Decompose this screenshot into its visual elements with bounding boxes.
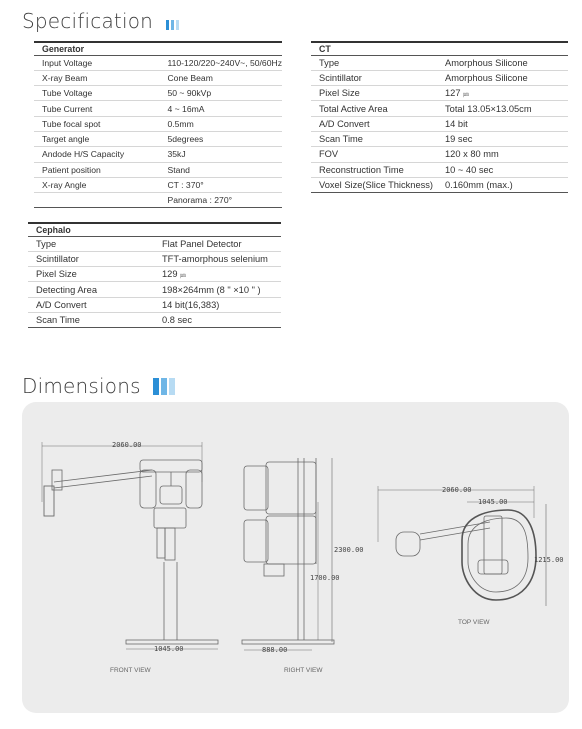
cephalo-table	[28, 222, 281, 328]
spec-value: 0.5mm	[159, 116, 282, 131]
spec-label: Total Active Area	[311, 101, 437, 116]
table-row	[34, 86, 282, 101]
dimension-drawings	[22, 402, 569, 713]
table-row	[34, 101, 282, 116]
front-base-dim: 1045.00	[154, 645, 184, 653]
spec-value: 127 ㎛	[437, 86, 568, 101]
spec-label: Type	[28, 236, 154, 251]
spec-value: 120 x 80 mm	[437, 147, 568, 162]
ct-table	[311, 41, 568, 193]
ct-header-row	[311, 42, 568, 55]
spec-label: Target angle	[34, 131, 159, 146]
table-row	[34, 162, 282, 177]
spec-label: A/D Convert	[311, 116, 437, 131]
table-row	[28, 312, 281, 327]
top-depth-dim: 1215.00	[534, 556, 564, 564]
table-row	[28, 251, 281, 266]
spec-label: Detecting Area	[28, 282, 154, 297]
front-width-dim: 2060.00	[112, 441, 142, 449]
right-view-drawing	[242, 458, 364, 674]
spec-value: 5degrees	[159, 131, 282, 146]
right-base-dim: 888.00	[262, 646, 288, 654]
right-view-label: RIGHT VIEW	[284, 667, 323, 674]
spec-label: A/D Convert	[28, 297, 154, 312]
spec-value: Total 13.05×13.05cm	[437, 101, 568, 116]
table-row	[311, 162, 568, 177]
spec-label: Pixel Size	[311, 86, 437, 101]
front-view-label: FRONT VIEW	[110, 667, 151, 674]
spec-value: 129 ㎛	[154, 267, 281, 282]
table-row	[311, 147, 568, 162]
spec-label: Scintillator	[311, 70, 437, 85]
cephalo-header-row	[28, 223, 281, 236]
spec-label: Pixel Size	[28, 267, 154, 282]
table-row	[34, 177, 282, 192]
generator-header-row	[34, 42, 282, 55]
top-inner-dim: 1045.00	[478, 498, 508, 506]
unit-label: ㎛	[463, 92, 469, 99]
spec-label: Input Voltage	[34, 55, 159, 70]
spec-label: Reconstruction Time	[311, 162, 437, 177]
generator-header: Generator	[34, 42, 282, 55]
spec-value: Stand	[159, 162, 282, 177]
top-width-dim: 2060.00	[442, 486, 472, 494]
spec-value: 0.160mm (max.)	[437, 177, 568, 192]
table-row	[311, 86, 568, 101]
spec-value: 4 ~ 16mA	[159, 101, 282, 116]
table-row	[311, 177, 568, 192]
top-view-drawing	[378, 486, 564, 626]
spec-value: Cone Beam	[159, 70, 282, 85]
table-row	[34, 147, 282, 162]
top-view-label: TOP VIEW	[458, 619, 490, 626]
spec-value: 50 ~ 90kVp	[159, 86, 282, 101]
spec-label: Tube Current	[34, 101, 159, 116]
right-height-dim: 2300.00	[334, 546, 364, 554]
cephalo-header: Cephalo	[28, 223, 281, 236]
spec-value: CT : 370°	[159, 177, 282, 192]
spec-label: Voxel Size(Slice Thickness)	[311, 177, 437, 192]
spec-value: 14 bit	[437, 116, 568, 131]
table-row	[311, 101, 568, 116]
spec-value: Flat Panel Detector	[154, 236, 281, 251]
spec-label: Andode H/S Capacity	[34, 147, 159, 162]
spec-value: Amorphous Silicone	[437, 70, 568, 85]
spec-value: Amorphous Silicone	[437, 55, 568, 70]
table-row	[34, 131, 282, 146]
table-row	[34, 116, 282, 131]
dimensions-title	[22, 374, 177, 400]
spec-label: FOV	[311, 147, 437, 162]
spec-value: 35kJ	[159, 147, 282, 162]
table-row	[311, 70, 568, 85]
spec-label	[34, 193, 159, 208]
spec-value: 19 sec	[437, 131, 568, 146]
spec-label: X-ray Beam	[34, 70, 159, 85]
title-bars-icon	[166, 11, 181, 35]
right-column-dim: 1700.00	[310, 574, 340, 582]
spec-value: 0.8 sec	[154, 312, 281, 327]
spec-label: Tube focal spot	[34, 116, 159, 131]
generator-table	[34, 41, 282, 208]
specification-title	[22, 9, 181, 35]
front-view-drawing	[42, 441, 218, 674]
table-row	[28, 267, 281, 282]
dimensions-title-text: Dimensions	[22, 374, 141, 398]
spec-label: Scan Time	[28, 312, 154, 327]
spec-label: Tube Voltage	[34, 86, 159, 101]
title-bars-icon	[153, 376, 177, 400]
table-row	[311, 131, 568, 146]
spec-label: Type	[311, 55, 437, 70]
spec-value: TFT-amorphous selenium	[154, 251, 281, 266]
spec-value: 198×264mm (8 " ×10 " )	[154, 282, 281, 297]
spec-label: Patient position	[34, 162, 159, 177]
table-row	[34, 70, 282, 85]
table-row	[28, 236, 281, 251]
table-row	[34, 193, 282, 208]
table-row	[311, 55, 568, 70]
spec-value: 110-120/220~240V~, 50/60Hz	[159, 55, 282, 70]
table-row	[34, 55, 282, 70]
table-row	[311, 116, 568, 131]
spec-value: 14 bit(16,383)	[154, 297, 281, 312]
spec-value: 10 ~ 40 sec	[437, 162, 568, 177]
spec-value: Panorama : 270°	[159, 193, 282, 208]
ct-header: CT	[311, 42, 568, 55]
table-row	[28, 282, 281, 297]
table-row	[28, 297, 281, 312]
spec-label: X-ray Angle	[34, 177, 159, 192]
unit-label: ㎛	[180, 273, 186, 280]
dimensions-panel	[22, 402, 569, 713]
spec-label: Scan Time	[311, 131, 437, 146]
specification-title-text: Specification	[22, 9, 154, 33]
spec-label: Scintillator	[28, 251, 154, 266]
